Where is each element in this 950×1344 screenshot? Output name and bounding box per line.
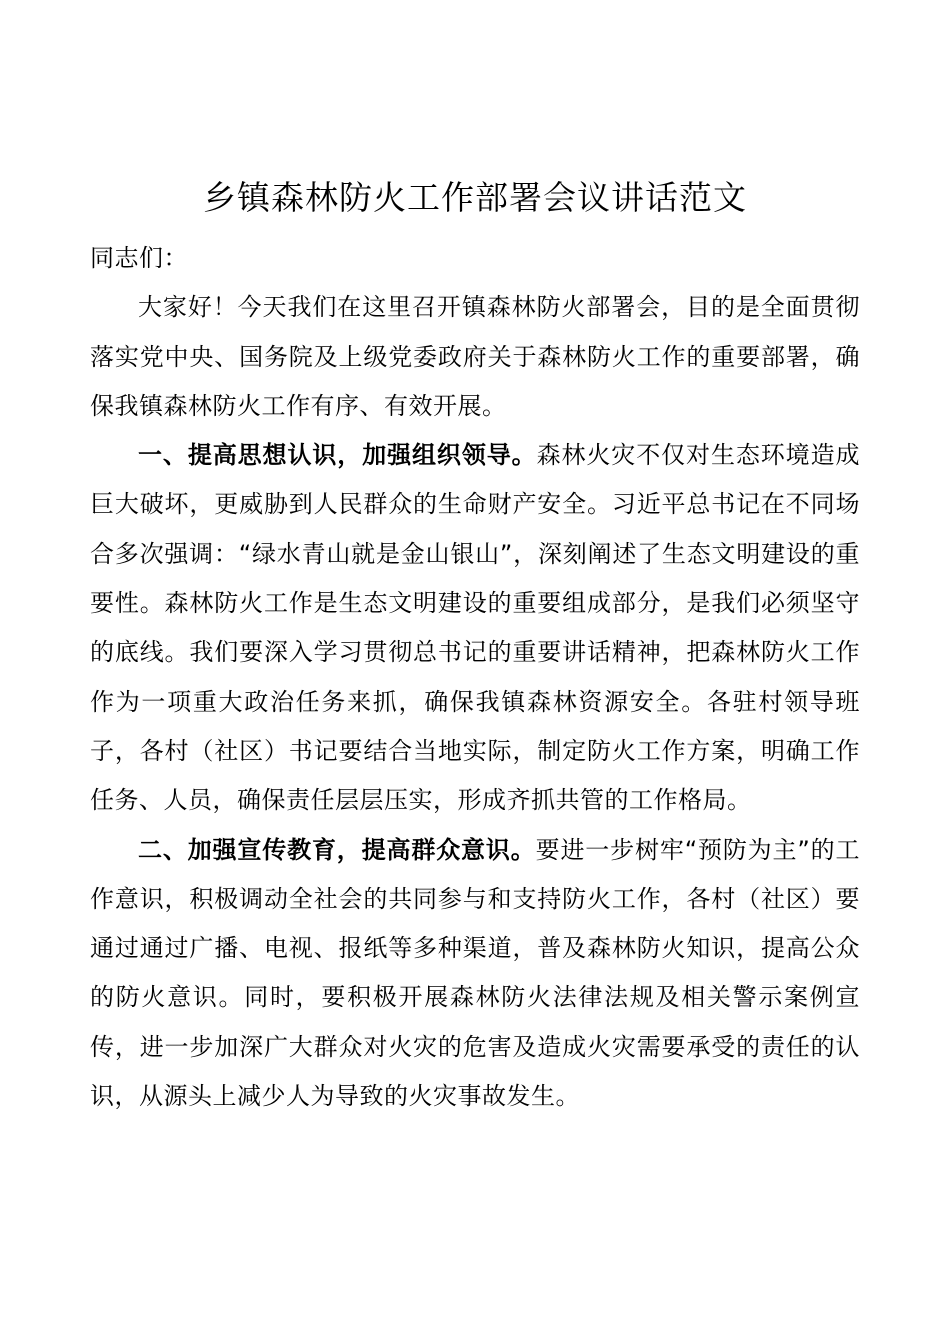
document-title: 乡镇森林防火工作部署会议讲话范文 [203, 178, 747, 217]
paragraph-intro-text: 大家好！今天我们在这里召开镇森林防火部署会，目的是全面贯彻落实党中央、国务院及上级党委政府关于森林防火工作的重要部署，确保我镇森林防火工作有序、有效开展。 [90, 293, 860, 420]
salutation: 同志们： [90, 244, 188, 272]
section-1-heading: 一、提高思想认识，加强组织领导。 [138, 441, 537, 470]
paragraph-intro [90, 283, 860, 431]
section-2-heading: 二、加强宣传教育，提高群众意识。 [138, 835, 536, 864]
paragraph-section-2 [90, 826, 860, 1122]
document-body [90, 234, 860, 1121]
paragraph-section-1 [90, 431, 860, 825]
section-1-text: 森林火灾不仅对生态环境造成巨大破坏，更威胁到人民群众的生命财产安全。习近平总书记在不同场合多次强调：“绿水青山就是金山银山”，深刻阐述了生态文明建设的重要性。森林防火工作是生态文明建设的重要组成部分，是我们必须坚守的底线。我们要深入学习贯彻总书记的重要讲话精神，把森林防火工作作为一项重大政治任务来抓，确保我镇森林资源安全。各驻村领导班子，各村（社区）书记要结合当地实际，制定防火工作方案，明确工作任务、人员，确保责任层层压实，形成齐抓共管的工作格局。 [90, 441, 861, 815]
section-2-text: 要进一步树牢“预防为主”的工作意识，积极调动全社会的共同参与和支持防火工作，各村（社区）要通过通过广播、电视、报纸等多种渠道，普及森林防火知识，提高公众的防火意识。同时，要积极开展森林防火法律法规及相关警示案例宣传，进一步加深广大群众对火灾的危害及造成火灾需要承受的责任的认识，从源头上减少人为导致的火灾事故发生。 [90, 835, 860, 1111]
